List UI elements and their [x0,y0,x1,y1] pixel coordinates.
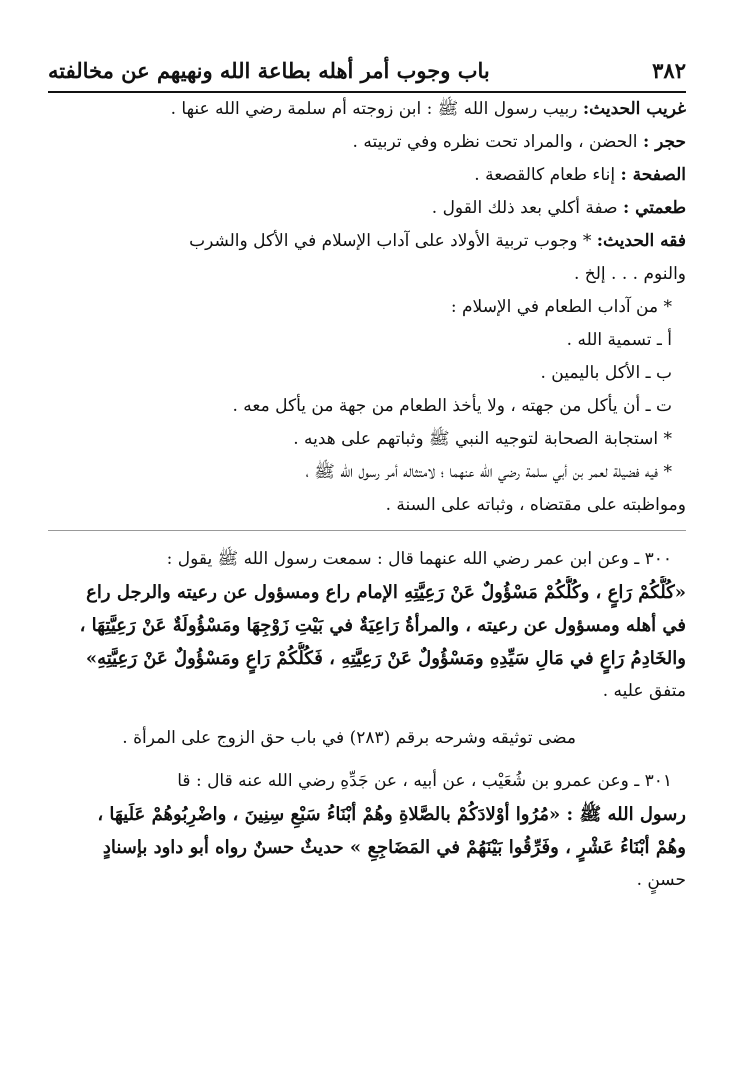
vocab-section [48,93,686,225]
vocab-term: طعمتي : [622,198,686,218]
page-header [48,58,686,93]
hadith-text-line: رسول الله ﷺ : «مُرُوا أوْلادَكُمْ بالصَّلاةِ وهُمْ أبْنَاءُ سَبْعِ سِنِينَ ، واضْرِبُوهُمْ عَلَيهَا ، [97,804,686,825]
hadith-intro: ٣٠١ ـ وعن عمرو بن شُعَيْب ، عن أبيه ، عن جَدِّهِ رضي الله عنه قال : قا [177,771,672,791]
fiqh-section-label: فقه الحديث: [596,231,686,251]
vocab-term: حجر : [642,132,686,152]
hadith-text-line: «كُلُّكُمْ رَاعٍ ، وكُلُّكُمْ مَسْؤُولٌ عَنْ رَعِيَّتِهِ الإمام راع ومسؤول عن رعيته والرجل راع [86,582,686,603]
hadith-301 [48,765,686,897]
hadith-text-line: والخَادِمُ رَاعٍ في مَالِ سَيِّدِهِ ومَسْؤُولٌ عَنْ رَعِيَّتِهِ ، فَكُلُّكُمْ رَاعٍ ومَسْؤُولٌ عَنْ رَعِيَّتِهِ» [85,648,686,669]
vocab-line [48,126,686,159]
vocab-term: الصفحة : [620,165,686,185]
fiqh-list-item: ب ـ الأكل باليمين . [540,363,672,383]
fiqh-list-item: أ ـ تسمية الله . [566,330,672,350]
fiqh-line: والنوم . . . إلخ . [573,264,686,284]
vocab-line [48,159,686,192]
hadith-text-line: في أهله ومسؤول عن رعيته ، والمرأةُ رَاعِيَةٌ في بَيْتِ زَوْجِهَا ومَسْؤُولَةٌ عَنْ رَعِيَّتِهَا ، [79,615,686,636]
section-divider [48,530,686,531]
fiqh-list-item: ت ـ أن يأكل من جهته ، ولا يأخذ الطعام من جهة من يأكل معه . [232,396,672,416]
vocab-line [48,192,686,225]
hadith-300 [48,543,686,708]
vocab-text: إناء طعام كالقصعة . [474,165,616,185]
fiqh-line [48,225,686,258]
chapter-title: باب وجوب أمر أهله بطاعة الله ونهيهم عن مخالفته [48,58,490,83]
vocab-text: الحضن ، والمراد تحت نظره وفي تربيته . [352,132,638,152]
page-number: ٣٨٢ [652,58,686,83]
hadith-intro: ٣٠٠ ـ وعن ابن عمر رضي الله عنهما قال : سمعت رسول الله ﷺ يقول : [166,549,672,569]
hadith-source: متفق عليه . [602,681,686,701]
book-page [48,58,686,897]
vocab-section-label: غريب الحديث: [582,99,686,119]
vocab-line [48,93,686,126]
fiqh-line: ومواظبته على مقتضاه ، وثباته على السنة . [385,495,686,515]
vocab-text: ربيب رسول الله ﷺ : ابن زوجته أم سلمة رضي الله عنها . [170,99,578,119]
fiqh-list-item: * من آداب الطعام في الإسلام : [450,297,672,317]
vocab-text: صفة أكلي بعد ذلك القول . [431,198,618,218]
hadith-text-line: وهُمْ أبْنَاءُ عَشْرٍ ، وفَرِّقُوا بَيْنَهُمْ في المَضَاجِعِ » حديثٌ حسنٌ رواه أبو داود بإسنادٍ [102,837,686,858]
fiqh-list-item: * فيه فضيلة لعمر بن أبي سلمة رضي الله عنهما ؛ لامتثاله أمر رسول الله ﷺ ، [305,462,672,482]
fiqh-text: * وجوب تربية الأولاد على آداب الإسلام في الأكل والشرب [189,231,592,251]
hadith-text-line: حسنٍ . [636,870,686,890]
fiqh-section [48,225,686,522]
page-content [48,93,686,897]
fiqh-list-item: * استجابة الصحابة لتوجيه النبي ﷺ وثباتهم على هديه . [293,429,672,449]
cross-reference-note: مضى توثيقه وشرحه برقم (٢٨٣) في باب حق الزوج على المرأة . [122,728,576,748]
